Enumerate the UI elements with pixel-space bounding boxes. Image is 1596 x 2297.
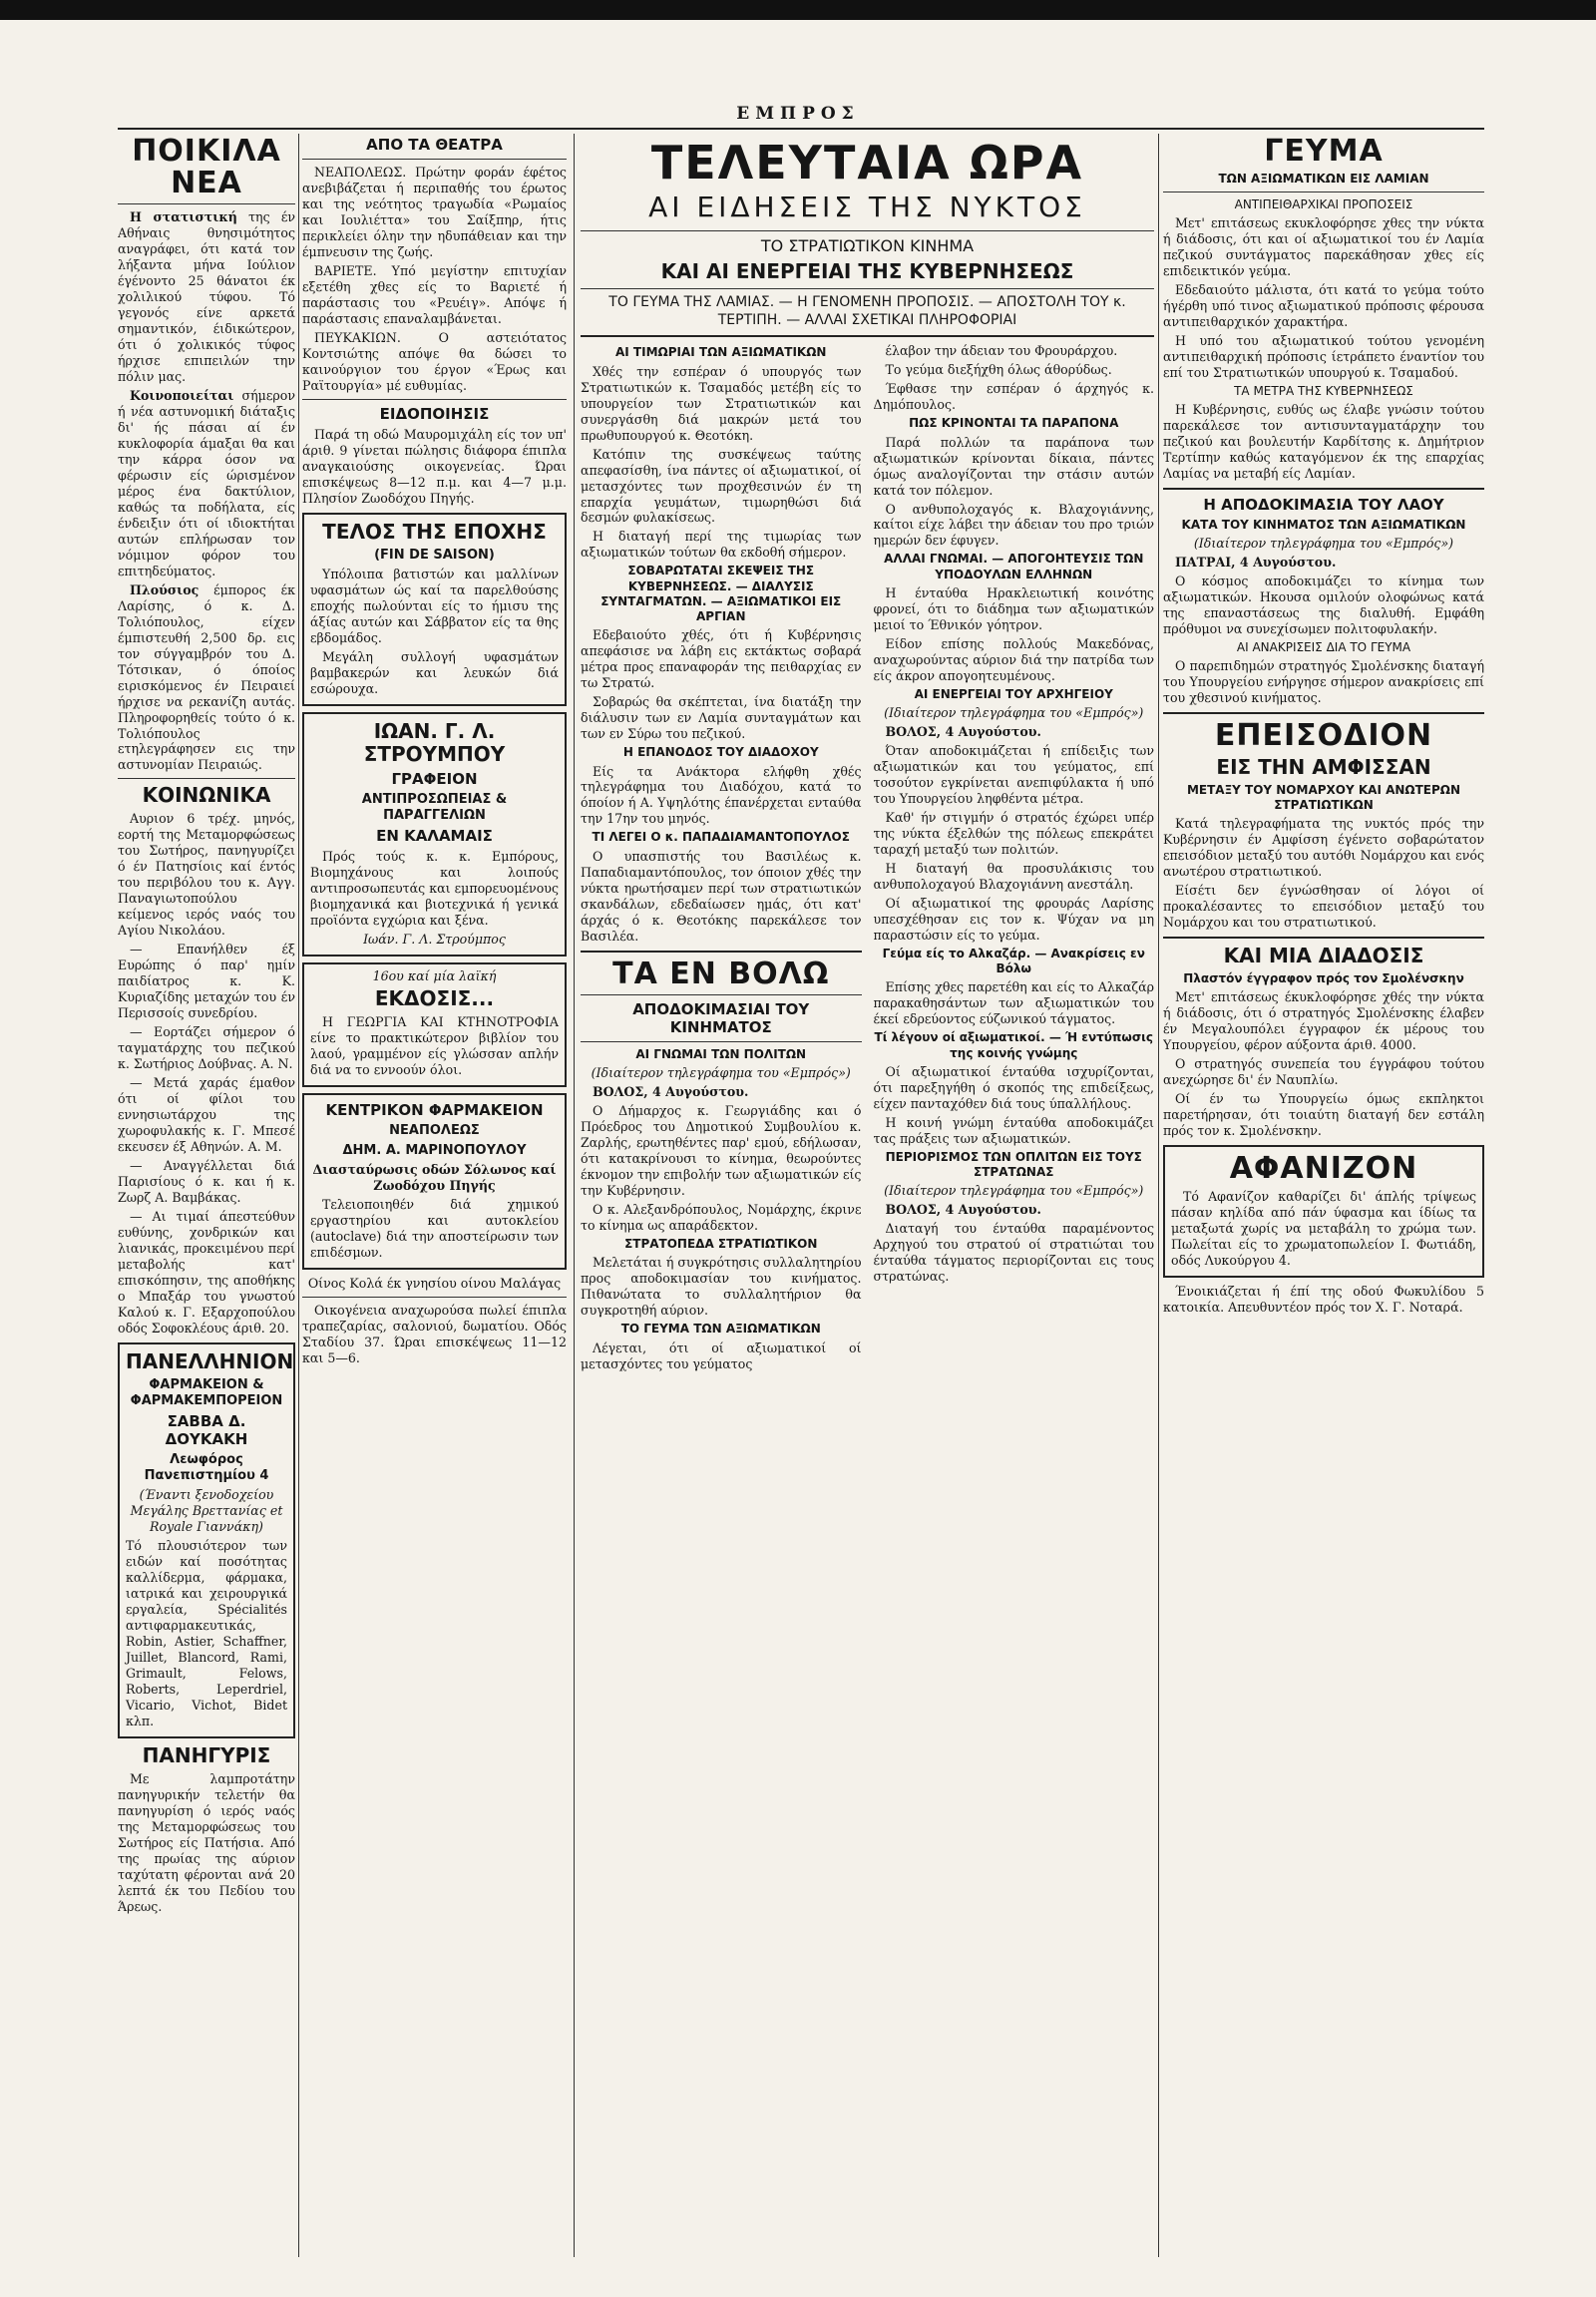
article-paragraph: Μελετάται ή συγκρότησις συλλαλητηρίου προς αποδοκιμασίαν του κινήματος. Πιθανώτατα το συλλαλητήριον θα συγκροτηθή αύριον. [581,1255,862,1319]
pharmacy-advertisement [118,1342,295,1738]
article-paragraph: έλαβον την άδειαν του Φρουράρχου. [885,343,1118,359]
section-subtitle-incident: ΜΕΤΑΞΥ ΤΟΥ ΝΟΜΑΡΧΟΥ ΚΑΙ ΑΝΩΤΕΡΩΝ ΣΤΡΑΤΙΩΤΙΚΩΝ [1186,782,1461,813]
ad-body: Μεγάλη συλλογή υφασμάτων βαμβακερών και λευκών διά εσώρουχα. [310,649,559,697]
article-paragraph: Όταν αποδοκιμάζεται ή επίδειξις των αξιωματικών και του γεύματος, επί τοσούτον εγκρίνεται ανεπιφύλακτα ή υπό του Υπουργείου ληφθέντα μέτρα. [873,743,1154,806]
newspaper-masthead: ΕΜΠΡΟΣ [736,104,860,124]
ad-title: ΚΕΝΤΡΙΚΟΝ ΦΑΡΜΑΚΕΙΟΝ [325,1101,544,1120]
column-divider [1158,134,1159,2257]
dateline: ΠΑΤΡΑΙ, 4 Αυγούστου. [1175,555,1337,571]
ad-body: Τό πλουσιότερον των ειδών καί ποσότητας καλλίδερμα, φάρμακα, ιατρικά και χειρουργικά εργαλεία, Spécialités αντιφαρμακευτικάς, Robin, Astier, Schaffner, Juillet, Blancord, Rami, Grimault, Felows, Roberts, Leperdriel, Vicario, Vichot, Bidet κλπ. [126,1538,287,1729]
article-heading: ΠΕΡΙΟΡΙΣΜΟΣ ΤΩΝ ΟΠΛΙΤΩΝ ΕΙΣ ΤΟΥΣ ΣΤΡΑΤΩΝΑΣ [885,1149,1142,1179]
article-heading: ΤΙ ΛΕΓΕΙ Ο κ. ΠΑΠΑΔΙΑΜΑΝΤΟΠΟΥΛΟΣ [592,830,850,845]
article-heading: ΣΟΒΑΡΩΤΑΤΑΙ ΣΚΕΨΕΙΣ ΤΗΣ ΚΥΒΕΡΝΗΣΕΩΣ. — ΔΙΑΛΥΣΙΣ ΣΥΝΤΑΓΜΑΤΩΝ. — ΑΞΙΩΜΑΤΙΚΟΙ ΕΙΣ ΑΡΓΙΑΝ [600,564,842,624]
article-paragraph: Διαταγή του ένταύθα παραμένοντος Αρχηγού του στρατού οί στρατιώται του ένταύθα τάγματος περιορίζονται εις τους στρατώνας. [873,1221,1154,1285]
article-paragraph: Η Κυβέρνησις, ευθύς ως έλαβε γνώσιν τούτου παρεκάλεσε τον αντισυνταγματάρχην του πεζικού και βουλευτήν Καρδίτσης κ. Δημήτριον Τερτίπην καθώς καταγόμενον έκ της επαρχίας Λαμίας να μεταβή είς Λαμίαν. [1163,402,1484,481]
ad-title: ΤΕΛΟΣ ΤΗΣ ΕΠΟΧΗΣ [322,519,547,544]
section-title-incident: ΕΠΕΙΣΟΔΙΟΝ [1214,718,1433,754]
section-title-dinner: ΓΕΥΜΑ [1264,134,1384,169]
ad-subtitle: ΦΑΡΜΑΚΕΙΟΝ & ΦΑΡΜΑΚΕΜΠΟΡΕΙΟΝ [130,1376,283,1408]
headline-government: ΚΑΙ ΑΙ ΕΝΕΡΓΕΙΑΙ ΤΗΣ ΚΥΒΕΡΝΗΣΕΩΣ [660,258,1074,283]
article-paragraph: Ο κ. Αλεξανδρόπουλος, Νομάρχης, έκρινε το κίνημα ως απαράδεκτον. [581,1202,862,1234]
article-paragraph: Η κοινή γνώμη ένταύθα αποδοκιμάζει τας πράξεις των αξιωματικών. [873,1114,1154,1146]
article-paragraph: Το γεύμα διεξήχθη όλως άθορύδως. [885,362,1112,378]
end-of-season-ad [302,513,567,706]
article-paragraph: Παρά πολλών τα παράπονα των αξιωματικών κρίνονται δίκαια, πάντες όμως αναλογίζονται την στάσιν αυτών κατά τον πόλεμον. [873,434,1154,498]
notice-title: ΕΙΔΟΠΟΙΗΣΙΣ [379,404,490,423]
masthead-rule [118,128,1484,130]
theatre-item: ΝΕΑΠΟΛΕΩΣ. Πρώτην φοράν έφέτος ανεβιβάζεται ή περιπαθής του έρωτος και της νεότητος τραγωδία «Ρωμαίος και Ιουλιέττα» του Σαίξπηρ, ήτις περικλείει όλην την ηδυπάθειαν και την έμπνευσιν της ζωής. [302,165,567,259]
ad-pre: 16ου καί μία λαϊκή [372,968,497,984]
ad-title: ΠΑΝΕΛΛΗΝΙΟΝ [126,1348,294,1373]
article-paragraph: Ο κόσμος αποδοκιμάζει το κίνημα των αξιωματικών. Ηκουσα ομιλούν ολοφώνως κατά της επαναστάσεως της διαλυθή. Εμφάθη πρόθυμοι να συνεχίσωμεν πολιτοφυλακήν. [1163,574,1484,637]
agency-ad [302,712,567,957]
theatre-item: ΠΕΥΚΑΚΙΩΝ. Ο αστειότατος Κοντσιώτης απόψε θα δώσει το καινούργιον του έργον «Έρως και Ραϊτουργία» μέ ευθυμίας. [302,329,567,393]
article-paragraph: Κατόπιν της συσκέψεως ταύτης απεφασίσθη, ίνα πάντες οί αξιωματικοί, οί μετασχόντες των προχθεσινών έν τη επαρχία γευμάτων, τιμωρηθώσι διά δεσμών φυλακίσεως. [581,446,862,526]
article-heading: ΑΙ ΑΝΑΚΡΙΣΕΙΣ ΔΙΑ ΤΟ ΓΕΥΜΑ [1236,640,1411,655]
section-title-theatres: ΑΠΟ ΤΑ ΘΕΑΤΡΑ [366,136,503,154]
article-paragraph: Κατά τηλεγραφήματα της νυκτός πρός την Κυβέρνησιν έν Αμφίσση έγένετο σοβαρώτατον επεισόδιον μεταξύ του αυτόθι Νομάρχου και ενός ανωτέρου στρατιωτικού. [1163,816,1484,880]
ad-address: Λεωφόρος Πανεπιστημίου 4 [144,1452,269,1483]
ad-owner: ΔΗΜ. Α. ΜΑΡΙΝΟΠΟΥΛΟΥ [342,1142,527,1158]
article-paragraph: Η υπό του αξιωματικού τούτου γενομένη αντιπειθαρχική πρόποσις ίετράπετο έναντίον του επί του Στρατιωτικών υπουργού κ. Τσαμαδού. [1163,332,1484,380]
ad-signature: Ιωάν. Γ. Λ. Στρούμπος [363,932,506,948]
section-title-disapproval: Η ΑΠΟΔΟΚΙΜΑΣΙΑ ΤΟΥ ΛΑΟΥ [1203,495,1444,514]
column-divider [574,134,575,2257]
article-heading: ΣΤΡΑΤΟΠΕΔΑ ΣΤΡΑΤΙΩΤΙΚΟΝ [624,1237,818,1252]
top-border [0,0,1596,20]
article-heading: ΤΑ ΜΕΤΡΑ ΤΗΣ ΚΥΒΕΡΝΗΣΕΩΣ [1234,383,1413,398]
telegram-source: (Ιδιαίτερον τηλεγράφημα του «Εμπρός») [884,1183,1144,1199]
article-heading: ΑΙ ΤΙΜΩΡΙΑΙ ΤΩΝ ΑΞΙΩΜΑΤΙΚΩΝ [615,345,827,360]
ad-location: (Έναντι ξενοδοχείου Μεγάλης Βρεττανίας et Royale Γιαννάκη) [130,1487,283,1535]
ad-body: Υπόλοιπα βατιστών και μαλλίνων υφασμάτων ώς καί τα παρελθούσης εποχής πωλούνται είς το ήμισυ της άξίας αυτών και Σάββατον είς τα θης εβδομάδος. [310,567,559,646]
column-miscellaneous-news [118,134,295,2257]
volos-headline: ΤΑ ΕΝ ΒΟΛΩ [612,956,830,991]
furniture-ad: Οικογένεια αναχωρούσα πωλεί έπιπλα τραπεζαρίας, σαλονιού, δωματίου. Οδός Σταδίου 37. Ώραι επισκέψεως 11—12 και 5—6. [302,1303,567,1366]
article-paragraph: Επίσης χθες παρετέθη και είς το Αλκαζάρ παρακαθησάντων των αξιωματικών του έκεί εδρεύοντος εύζωνικού τάγματος. [873,979,1154,1027]
ad-subtitle: (FIN DE SAISON) [374,547,495,563]
article-heading: Η ΕΠΑΝΟΔΟΣ ΤΟΥ ΔΙΑΔΟΧΟΥ [622,745,819,760]
article-paragraph: Ο παρεπιδημών στρατηγός Σμολένσκης διαταγή του Υπουργείου ενήργησε σήμερον ανακρίσεις επί του χθεσινού κινήματος. [1163,658,1484,706]
ad-address: Διασταύρωσις οδών Σόλωνος καί Ζωοδόχου Πηγής [312,1162,557,1194]
news-paragraph: έμπορος έκ Λαρίσης, ό κ. Δ. Τολιόπουλος, είχεν έμπιστευθή 2,500 δρ. εις τον σύγγαμβρόν του Δ. Τότσικαν, ό όποίος ειρισκόμενος έν Πειραιεί ήρχισε να ρεκανίζη αυτάς. Πληροφορηθείς τούτο ό κ. Τολιόπουλος ετηλεγράφησεν εις την αστυνομίαν Πειραιώς. [118,581,295,773]
article-paragraph: Ο Δήμαρχος κ. Γεωργιάδης και ό Πρόεδρος του Δημοτικού Συμβουλίου κ. Ζαρλής, ερωτηθέντες παρ' εμού, εδήλωσαν, ότι κατακρίνουσι το κίνημα, θεωρούντες έκνομον την επιβολήν των αξιωματικών είς την Κυβέρνησιν. [581,1103,862,1199]
paragraph-lead: Η στατιστική [130,209,237,224]
social-item: — Αι τιμαί άπεστεύθυν ευθύνης, χονδρικών και λιανικάς, προκειμένου περί μεταβολής κατ' επισκόπησιν, της αποθήκης ο Μπαξάρ του γνωστού Καλού κ. Γ. Εξαρχοπούλου οδός Σοφοκλέους άριθ. 20. [118,1209,295,1336]
ad-subtitle: ΑΝΤΙΠΡΟΣΩΠΕΙΑΣ & ΠΑΡΑΓΓΕΛΙΩΝ [361,792,508,823]
article-paragraph: Οί έν τω Υπουργείω όμως εκπληκτοι παρετήρησαν, ότι τοιαύτη διαταγή δεν εστάλη πρός τον κ. Σμολένσκην. [1163,1091,1484,1139]
article-paragraph: Μετ' επιτάσεως έκυκλοφόρησε χθές την νύκτα ή διάδοσις, ότι ό στρατηγός Σμολένσκης έλαβεν έν Μεγαλουπόλει έγγραφον έκ μέρους του Υπουργείου, φέρον αύξοντα άριθ. 4000. [1163,989,1484,1053]
ad-title: ΑΦΑΝΙΖΟΝ [1229,1151,1418,1187]
ad-subtitle: ΝΕΑΠΟΛΕΩΣ [389,1123,480,1139]
festival-paragraph: Με λαμπροτάτην πανηγυρικήν τελετήν θα πανηγυρίση ό ιερός ναός της Μεταμορφώσεως του Σωτήρος είς Πατήσια. Από της πρωίας της αύριον ταχύτατη φέρονται ανά 20 λεπτά έκ του Πεδίου του Άρεως. [118,1771,295,1914]
telegram-source: (Ιδιαίτερον τηλεγράφημα του «Εμπρός») [591,1065,851,1081]
notice-body: Παρά τη οδώ Μαυρομιχάλη είς τον υπ' άριθ. 9 γίνεται πώλησις διάφορα έπιπλα αναγκαιούσης οικογενείας. Ώραι επισκέψεως 8—12 π.μ. και 4—7 μ.μ. Πλησίον Ζωοδόχου Πηγής. [302,426,567,506]
main-headline: ΤΕΛΕΥΤΑΙΑ ΩΡΑ [650,136,1084,190]
article-paragraph: Σοβαρώς θα σκέπτεται, ίνα διατάξη την διάλυσιν των εν Λαμία συνταγμάτων και των εν Σύρω του πεζικού. [581,694,862,742]
section-subtitle-dinner: ΤΩΝ ΑΞΙΩΜΑΤΙΚΩΝ ΕΙΣ ΛΑΜΙΑΝ [1218,171,1429,186]
article-left-column [581,343,862,1374]
rental-ad: Ένοικιάζεται ή έπί της οδού Φωκυλίδου 5 κατοικία. Απευθυντέον πρός τον Χ. Γ. Νοταρά. [1163,1283,1484,1315]
article-heading: ΤΟ ΓΕΥΜΑ ΤΩΝ ΑΞΙΩΜΑΤΙΚΩΝ [620,1322,821,1337]
article-paragraph: Οί αξιωματικοί της φρουράς Λαρίσης υπεσχέθησαν εις τον κ. Ψύχαν να μη παραστώσιν είς το γεύμα. [873,895,1154,943]
social-item: — Μετά χαράς έμαθον ότι οί φίλοι του εννησιωτάρχου της χωροφυλακής κ. Γ. Μπεσέ εκευσεν έξ Αθηνών. Α. Μ. [118,1075,295,1155]
article-paragraph: Η ένταύθα Ηρακλειωτική κοινότης φρονεί, ότι το διάδημα των αξιωματικών μειοί το Έθνικόν γόητρον. [873,584,1154,632]
stain-remover-ad [1163,1145,1484,1277]
paragraph-lead: Πλούσιος [130,581,200,597]
article-heading: ΠΩΣ ΚΡΙΝΟΝΤΑΙ ΤΑ ΠΑΡΑΠΟΝΑ [909,416,1119,431]
article-paragraph: Έφθασε την εσπέραν ό άρχηγός κ. Δημόπουλος. [873,381,1154,413]
section-subtitle-rumour: Πλαστόν έγγραφον πρός τον Σμολένσκην [1183,971,1464,986]
article-paragraph: Εδεδαιούτο μάλιστα, ότι κατά το γεύμα τούτο ήγέρθη υπό τινος αξιωματικού πρόποσις φέρουσα αντιπειθαρχικόν χαρακτήρα. [1163,281,1484,329]
article-paragraph: Λέγεται, ότι οί αξιωματικοί οί μετασχόντες του γεύματος [581,1340,862,1371]
article-paragraph: Ο υπασπιστής του Βασιλέως κ. Παπαδιαμαντόπουλος, τον όποιον χθές την νύκτα ηρωτήσαμεν περί των στρατιωτικών σκανδάλων, εδεδαίωσεν ημάς, ότι κατ' άρχάς ό κ. Θεοτόκης παρεκάλεσε τον Βασιλέα. [581,848,862,944]
social-item: — Εορτάζει σήμερον ό ταγματάρχης του πεζικού κ. Σωτήριος Δούβνας. Α. Ν. [118,1024,295,1072]
article-paragraph: Είσέτι δεν έγνώσθησαν οί λόγοι οί προκαλέσαντες το επεισόδιον μεταξύ του Νομάρχου και του στρατιωτικού. [1163,883,1484,931]
article-paragraph: Η διαταγή περί της τιμωρίας των αξιωματικών τούτων θα εκδοθή σήμερον. [581,529,862,561]
article-paragraph: Ο ανθυπολοχαγός κ. Βλαχογιάννης, καίτοι είχε λάβει την άδειαν του προ τριών ημερών δεν έφυγεν. [873,501,1154,549]
section-subtitle-disapproval: ΚΑΤΑ ΤΟΥ ΚΙΝΗΜΑΤΟΣ ΤΩΝ ΑΞΙΩΜΑΤΙΚΩΝ [1181,517,1466,532]
article-paragraph: Είς τα Ανάκτορα ελήφθη χθές τηλεγράφημα του Διαδόχου, κατά το όποίον ή Α. Υψηλότης έπανέρχεται ενταύθα την 17ην του μηνός. [581,763,862,827]
article-paragraph: Εδεβαιούτο χθές, ότι ή Κυβέρνησις απεφάσισε να λάβη εις εκτάκτως σοβαρά μέτρα προς επαναφοράν της πειθαρχίας εν τω Στρατώ. [581,627,862,691]
ad-title: ΕΚΔΟΣΙΣ... [374,986,495,1011]
news-paragraph: σήμερον ή νέα αστυνομική διάταξις δι' ής πάσαι αί έν κυκλοφορία άμαξαι θα και την κάρρα όσον να φέρωσιν είς ώρισμένον μέρος ένα δακτύλιον, καθώς τα ποδήλατα, είς ένδειξιν ότι οί ιδιοκτήται αυτών επλήρωσαν τον νόμιμον φόρον του επιτηδεύματος. [118,387,295,578]
article-paragraph: Ο στρατηγός συνεπεία του έγγράφου τούτου ανεχώρησε δι' έν Ναυπλίω. [1163,1056,1484,1088]
dateline: ΒΟΛΟΣ, 4 Αυγούστου. [885,1202,1041,1218]
book-edition-ad [302,962,567,1087]
article-right-column [874,343,1155,1374]
article-paragraph: Η διαταγή θα προσυλάκισις του ανθυπολοχαγού Βλαχογιάννη ανεστάλη. [873,860,1154,892]
headline-movement: ΤΟ ΣΤΡΑΤΙΩΤΙΚΟΝ ΚΙΝΗΜΑ [760,235,975,255]
ad-subtitle: ΓΡΑΦΕΙΟΝ [391,770,478,789]
ad-body: Τελειοποιηθέν διά χημικού εργαστηρίου και αυτοκλείου (autoclave) διά την αποστείρωσιν των επιδέσμων. [310,1197,559,1261]
section-title-social: ΚΟΙΝΩΝΙΚΑ [142,783,271,808]
ad-title: ΙΩΑΝ. Γ. Λ. ΣΤΡΟΥΜΠΟΥ [363,719,506,767]
column-theatres [302,134,567,2257]
social-item: — Επανήλθεν έξ Ευρώπης ό παρ' ημίν παιδίατρος κ. Κ. Κυριαζίδης μεταχών του έν Περισσοίς συνεδρίου. [118,942,295,1021]
article-paragraph: Χθές την εσπέραν ό υπουργός των Στρατιωτικών κ. Τσαμαδός μετέβη είς το υπουργείον των Στρατιωτικών και συνεργάσθη διά μακρών μετά του πρωθυπουργού κ. Θεοτόκη. [581,363,862,443]
article-paragraph: Οί αξιωματικοί ένταύθα ισχυρίζονται, ότι παρεξηγήθη ό σκοπός της επιδείξεως, είχεν πανταχόθεν διά τους ύπαλλήλους. [873,1063,1154,1111]
dateline: ΒΟΛΟΣ, 4 Αυγούστου. [885,724,1041,740]
social-item: Αυριον 6 τρέχ. μηνός, εορτή της Μεταμορφώσεως του Σωτήρος, πανηγυρίζει ό έν Πατησίοις καί έντός του περιβόλου του κ. Αγγ. Παναγιωτοπούλου κείμενος ιερός ναός του Αγίου Νικολάου. [118,811,295,939]
column-divider [298,134,299,2257]
article-heading: Τί λέγουν οί αξιωματικοί. — Ή εντύπωσις της κοινής γνώμης [874,1030,1153,1060]
telegram-source: (Ιδιαίτερον τηλεγράφημα του «Εμπρός») [884,705,1144,721]
column-lamia-dinner [1163,134,1484,2257]
news-paragraph: της έν Αθήναις θνησιμότητος αναγράφει, ότι κατά τον λήξαντα μήνα Ιούλιον έγένοντο 25 θάνατοι έκ χολιλικού τύφου. Τό γεγονός είνε αρκετά σημαντικόν, έιδικώτερον, ότι ό χολικικός τύφος ήρχισε επιπειλών την πόλιν μας. [118,209,295,384]
article-heading: Γεύμα είς το Αλκαζάρ. — Ανακρίσεις εν Βόλω [882,946,1145,976]
article-paragraph: Είδον επίσης πολλούς Μακεδόνας, αναχωρούντας αύριον διά την πατρίδα των είς άκρον απογοητευμένους. [873,635,1154,683]
dateline: ΒΟΛΟΣ, 4 Αυγούστου. [593,1084,749,1100]
headline-summary: ΤΟ ΓΕΥΜΑ ΤΗΣ ΛΑΜΙΑΣ. — Η ΓΕΝΟΜΕΝΗ ΠΡΟΠΟΣΙΣ. — ΑΠΟΣΤΟΛΗ ΤΟΥ κ. ΤΕΡΤΙΠΗ. — ΑΛΛΑΙ ΣΧΕΤΙΚΑΙ ΠΛΗΡΟΦΟΡΙΑΙ [608,293,1126,328]
article-heading: ΑΝΤΙΠΕΙΘΑΡΧΙΚΑΙ ΠΡΟΠΟΣΕΙΣ [1234,196,1413,211]
volos-subheadline: ΑΠΟΔΟΚΙΜΑΣΙΑΙ ΤΟΥ ΚΙΝΗΜΑΤΟΣ [632,1000,810,1037]
telegram-source: (Ιδιαίτερον τηλεγράφημα του «Εμπρός») [1193,536,1454,552]
article-heading: ΑΛΛΑΙ ΓΝΩΜΑΙ. — ΑΠΟΓΟΗΤΕΥΣΙΣ ΤΩΝ ΥΠΟΔΟΥΛΩΝ ΕΛΛΗΝΩΝ [884,552,1144,581]
ad-owner: ΣΑΒΒΑ Δ. ΔΟΥΚΑΚΗ [165,1412,248,1449]
section-title-miscellaneous: ΠΟΙΚΙΛΑ ΝΕΑ [132,134,281,200]
social-item: — Αναγγέλλεται διά Παρισίους ό κ. και ή κ. Ζωρζ Α. Βαμβάκας. [118,1158,295,1206]
column-last-hour [581,134,1154,2257]
wine-ad: Οίνος Κολά έκ γνησίου οίνου Μαλάγας [307,1276,562,1292]
theatre-item: ΒΑΡΙΕΤΕ. Υπό μεγίστην επιτυχίαν εξετέθη χθες είς το Βαριετέ ή παράστασις του «Ρευέιγ». Απόψε ή παράστασις επαναλαμβάνεται. [302,262,567,326]
section-title-amfissa: ΕΙΣ ΤΗΝ ΑΜΦΙΣΣΑΝ [1216,754,1431,779]
main-subheadline: ΑΙ ΕΙΔΗΣΕΙΣ ΤΗΣ ΝΥΚΤΟΣ [648,191,1086,223]
central-pharmacy-ad [302,1093,567,1270]
section-title-rumour: ΚΑΙ ΜΙΑ ΔΙΑΔΟΣΙΣ [1223,944,1424,968]
ad-body: Η ΓΕΩΡΓΙΑ ΚΑΙ ΚΤΗΝΟΤΡΟΦΙΑ είνε το πρακτικώτερον βιβλίον του λαού, γραμμένον είς γλώσσαν απλήν διά να το εννοούν όλοι. [310,1014,559,1078]
ad-location: ΕΝ ΚΑΛΑΜΑΙΣ [376,827,493,846]
ad-body: Τό Αφανίζον καθαρίζει δι' άπλής τρίψεως πάσαν κηλίδα από πάν ύφασμα και ίδίως τα μεταξωτά χωρίς να μεταβάλη το χρώμα των. Πωλείται είς το χρωματοπωλείον Ι. Φωτιάδη, οδός Λυκούργου 4. [1171,1188,1476,1268]
article-paragraph: Καθ' ήν στιγμήν ό στρατός έχώρει υπέρ της νύκτα έξελθών της πόλεως επεκράτει ταραχή μεταξύ των πολιτών. [873,809,1154,857]
article-heading: ΑΙ ΓΝΩΜΑΙ ΤΩΝ ΠΟΛΙΤΩΝ [635,1047,807,1062]
article-paragraph: Μετ' επιτάσεως εκυκλοφόρησε χθες την νύκτα ή διάδοσις, ότι και οί αξιωματικοί του έν Λαμία πεζικού συντάγματος παρεκάθησαν χθες είς επιδεικτικόν γεύμα. [1163,214,1484,278]
paragraph-lead: Κοινοποιείται [130,387,234,403]
article-heading: ΑΙ ΕΝΕΡΓΕΙΑΙ ΤΟΥ ΑΡΧΗΓΕΙΟΥ [914,686,1113,701]
ad-body: Πρός τούς κ. κ. Εμπόρους, Βιομηχάνους και λοιπούς αντιπροσωπευτάς και εμπορευομένους βιομηχανικά και βιοτεχνικά ή γενικά προϊόντα εγχώρια και ξένα. [310,849,559,929]
section-title-festival: ΠΑΝΗΓΥΡΙΣ [142,1743,271,1768]
